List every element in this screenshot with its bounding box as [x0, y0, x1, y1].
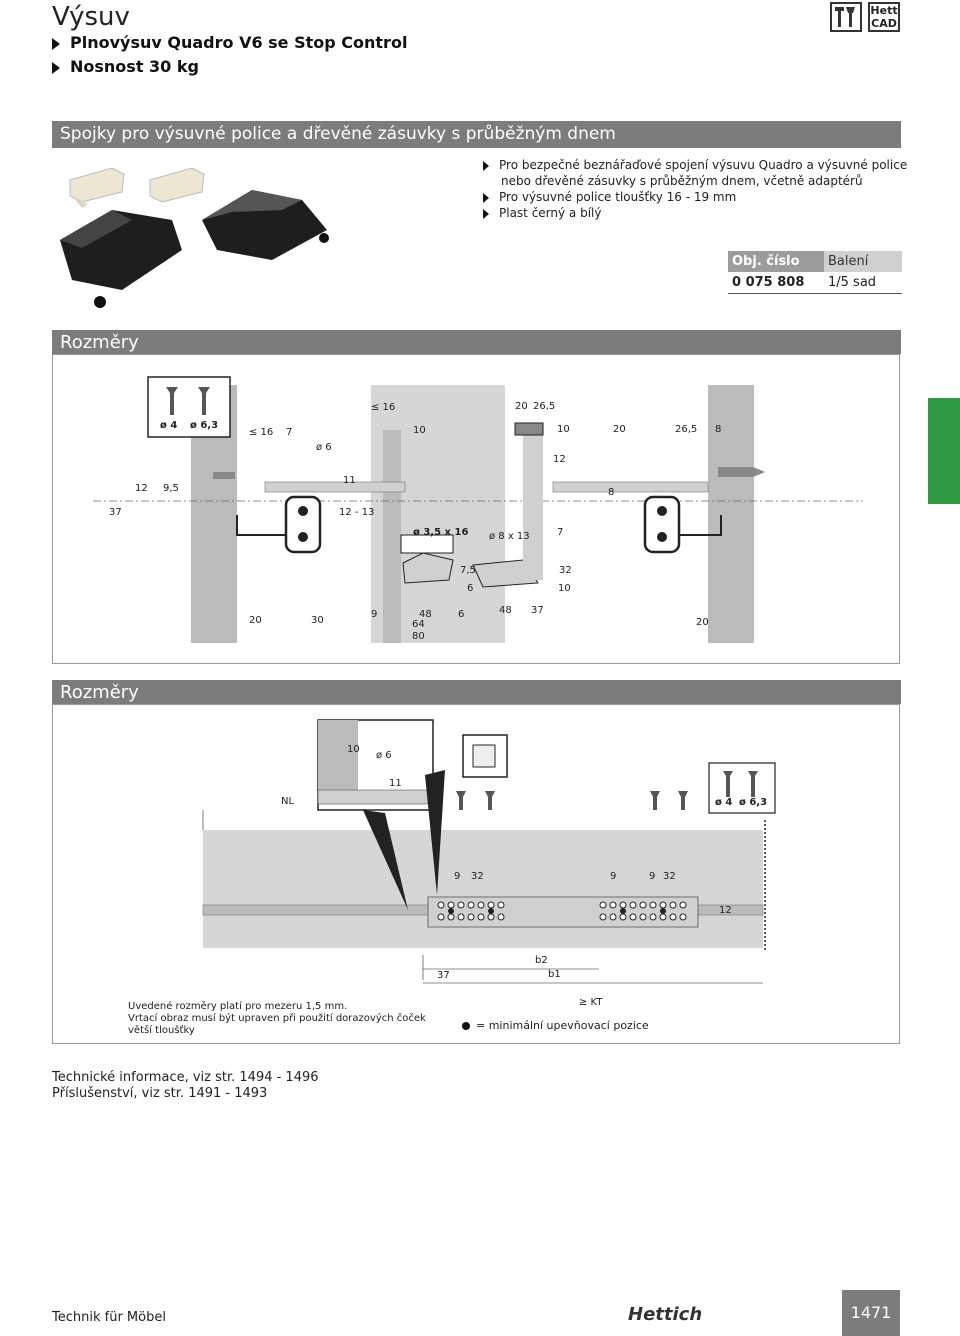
label-12: 12	[719, 905, 732, 916]
order-table	[728, 251, 902, 294]
reference-tech-info[interactable]: Technické informace, viz str. 1494 - 1496	[52, 1070, 319, 1085]
label-37b: 37	[531, 605, 544, 616]
page-number: 1471	[842, 1290, 900, 1336]
feature-item: Pro bezpečné beznářaďové spojení výsuvu Quadro a výsuvné police	[483, 157, 907, 173]
label-10a: 10	[413, 425, 426, 436]
label-37: 37	[437, 970, 450, 981]
label-12b: 12	[135, 483, 148, 494]
label-20c: 20	[249, 615, 262, 626]
label-20b: 20	[613, 424, 626, 435]
label-48b: 48	[499, 605, 512, 616]
label-le16a: ≤ 16	[249, 427, 274, 438]
label-6a: 6	[467, 583, 474, 594]
label-32a: 32	[471, 871, 484, 882]
label-1213: 12 - 13	[339, 507, 375, 518]
arrow-right-icon	[483, 161, 489, 171]
label-9: 9	[371, 609, 378, 620]
label-d6: ø 6	[316, 442, 332, 453]
label-64: 64	[412, 619, 425, 630]
section-tab-marker	[928, 398, 960, 504]
label-20a: 20	[515, 401, 528, 412]
section-bar-dimensions-2: Rozměry	[52, 680, 901, 704]
label-b1: b1	[548, 969, 561, 980]
label-7a: 7	[286, 427, 293, 438]
order-number[interactable]: 0 075 808	[728, 272, 824, 294]
label-nl: NL	[281, 796, 295, 807]
label-d8x13: ø 8 x 13	[489, 531, 530, 542]
label-le16b: ≤ 16	[371, 402, 396, 413]
arrow-right-icon	[483, 193, 489, 203]
footer-tagline: Technik für Möbel	[52, 1310, 166, 1325]
dimension-drawing-1	[52, 354, 900, 664]
label-265a: 26,5	[533, 401, 556, 412]
label-75: 7,5	[460, 565, 476, 576]
arrow-right-icon	[52, 38, 60, 50]
label-d63: ø 6,3	[190, 420, 219, 431]
feature-item-cont: nebo dřevěné zásuvky s průběžným dnem, včetně adaptérů	[501, 174, 863, 188]
label-10c: 10	[558, 583, 571, 594]
subtitle-product: Plnovýsuv Quadro V6 se Stop Control	[52, 33, 407, 52]
feature-item: Pro výsuvné police tloušťky 16 - 19 mm	[483, 189, 907, 205]
label-b2: b2	[535, 955, 548, 966]
label-9a: 9	[454, 871, 461, 882]
label-kt: ≥ KT	[579, 997, 603, 1008]
label-20d: 20	[696, 617, 709, 628]
order-header-pack: Balení	[824, 251, 902, 272]
hettcad-icon[interactable]: Hett CAD	[868, 2, 900, 32]
arrow-right-icon	[52, 62, 60, 74]
label-6b: 6	[458, 609, 465, 620]
label-8a: 8	[715, 424, 722, 435]
arrow-right-icon	[483, 209, 489, 219]
label-8b: 8	[608, 487, 615, 498]
label-9c: 9	[649, 871, 656, 882]
label-11: 11	[389, 778, 402, 789]
label-11: 11	[343, 475, 356, 486]
product-photo	[52, 150, 352, 320]
order-pack: 1/5 sad	[824, 272, 902, 294]
label-12a: 12	[553, 454, 566, 465]
filled-dot-icon	[462, 1022, 470, 1030]
label-37: 37	[109, 507, 122, 518]
label-32b: 32	[663, 871, 676, 882]
label-32: 32	[559, 565, 572, 576]
label-d6: ø 6	[376, 750, 392, 761]
feature-item: Plast černý a bílý	[483, 205, 907, 221]
subtitle-load: Nosnost 30 kg	[52, 57, 199, 76]
label-265b: 26,5	[675, 424, 698, 435]
label-95: 9,5	[163, 483, 179, 494]
label-10b: 10	[557, 424, 570, 435]
feature-list	[483, 157, 907, 221]
label-10: 10	[347, 744, 360, 755]
hettich-logo: Hettich	[628, 1304, 703, 1325]
order-header-number: Obj. číslo	[728, 251, 824, 272]
label-7b: 7	[557, 527, 564, 538]
tools-icon[interactable]	[830, 2, 862, 32]
legend-min-position: = minimální upevňovací pozice	[462, 1019, 649, 1032]
label-30: 30	[311, 615, 324, 626]
label-d63: ø 6,3	[739, 797, 768, 808]
label-d35x16: ø 3,5 x 16	[413, 527, 469, 538]
page-title: Výsuv	[52, 2, 130, 32]
section-bar-dimensions: Rozměry	[52, 330, 901, 354]
label-9b: 9	[610, 871, 617, 882]
reference-accessories[interactable]: Příslušenství, viz str. 1491 - 1493	[52, 1086, 268, 1101]
dimension-drawing-2	[52, 704, 900, 1044]
section-bar-connectors: Spojky pro výsuvné police a dřevěné zásuvky s průběžným dnem	[52, 121, 901, 148]
label-d4: ø 4	[715, 797, 733, 808]
label-80: 80	[412, 631, 425, 642]
label-48a: 48	[419, 609, 432, 620]
label-d4: ø 4	[160, 420, 178, 431]
drawing-notes: Uvedené rozměry platí pro mezeru 1,5 mm. Vrtací obraz musí být upraven při použití dorazových čoček větší tloušťky	[128, 1001, 426, 1036]
